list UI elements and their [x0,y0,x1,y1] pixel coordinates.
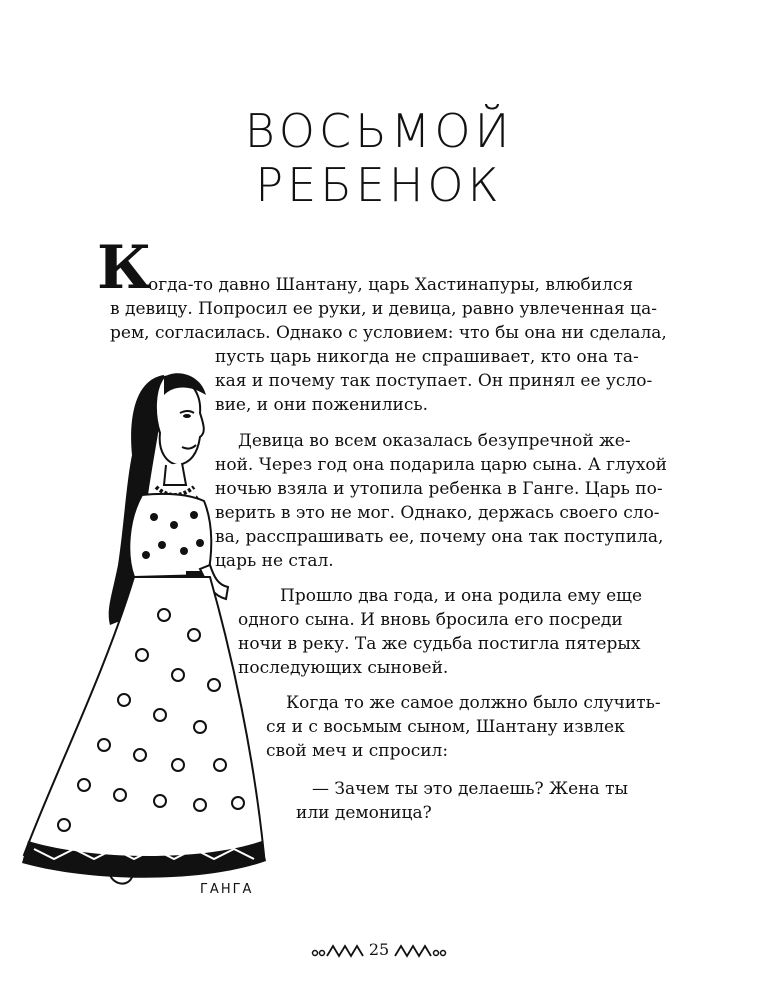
footer-ornament-left-icon [309,943,364,959]
text-line: свой меч и спросил: [266,741,449,761]
text-line: в девицу. Попросил ее руки, и девица, равно увлеченная ца- [110,299,657,319]
text-line: — Зачем ты это делаешь? Жена ты [312,779,629,799]
text-line: Когда то же самое должно было случить- [286,693,661,713]
footer-ornament-right-icon [394,943,449,959]
drop-cap: К [97,233,152,303]
text-line: ночи в реку. Та же судьба постигла пятерых [238,634,641,654]
text-line: ся и с восьмым сыном, Шантану извлек [266,717,625,737]
text-line: кая и почему так поступает. Он принял ее усло- [215,371,653,391]
text-line: одного сына. И вновь бросила его посреди [238,610,623,630]
page-number: 25 [368,940,390,959]
illustration-caption: ГАНГА [200,882,254,897]
text-line: вие, и они поженились. [215,395,429,415]
text-line: Прошло два года, и она родила ему еще [280,586,643,606]
text-line: пусть царь никогда не спрашивает, кто она та- [215,347,639,367]
text-line: ной. Через год она подарила царю сына. А глухой [215,455,667,475]
text-line: ва, расспрашивать ее, почему она так поступила, [215,527,664,547]
text-line: царь не стал. [215,551,334,571]
text-line: ночью взяла и утопила ребенка в Ганге. Царь по- [215,479,663,499]
woman-in-sari-illustration [14,355,284,915]
text-line: огда-то давно Шантану, царь Хастинапуры, влюбился [148,275,634,295]
text-line: верить в это не мог. Однако, держась своего сло- [215,503,660,523]
text-line: или демоница? [296,803,432,823]
text-line: Девица во всем оказалась безупречной же- [238,431,631,451]
text-line: последующих сыновей. [238,658,449,678]
chapter-title-line-2: РЕБЕНОК [255,158,503,212]
chapter-title-line-1: ВОСЬМОЙ [244,104,514,158]
page-footer [0,940,758,959]
text-line: рем, согласилась. Однако с условием: что бы она ни сделала, [110,323,667,343]
